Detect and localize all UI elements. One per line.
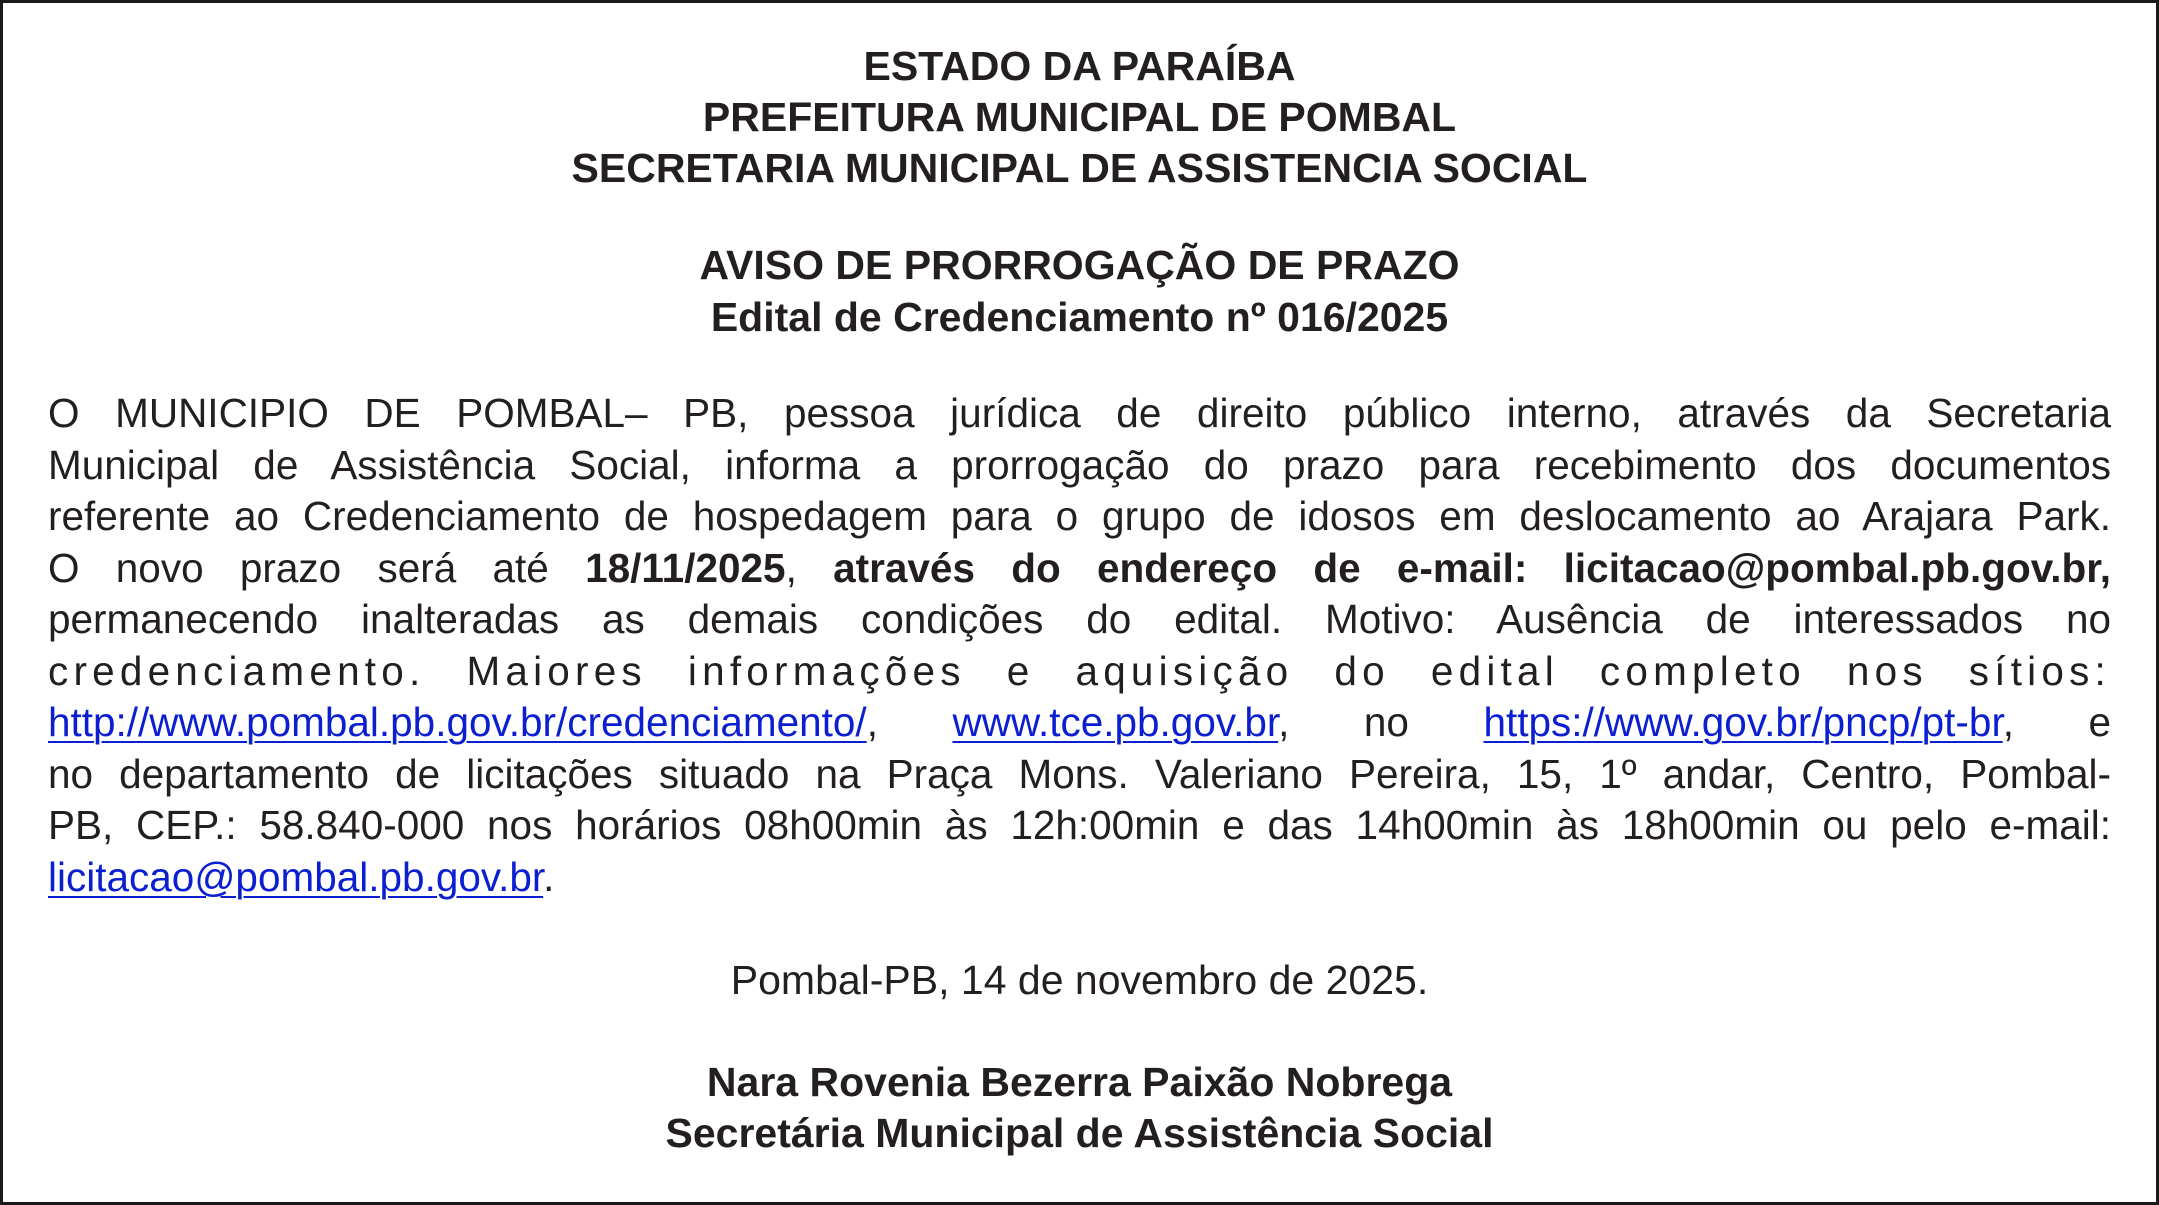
link-credenciamento[interactable]: http://www.pombal.pb.gov.br/credenciamento/ (48, 699, 867, 745)
body-line-1: O MUNICIPIO DE POMBAL– PB, pessoa jurídica de direito público interno, através da Secretaria (48, 390, 2111, 436)
link-email[interactable]: licitacao@pombal.pb.gov.br (48, 853, 544, 900)
body-line-2: Municipal de Assistência Social, informa a prorrogação do prazo para recebimento dos documentos (48, 441, 2111, 488)
body-line-3: referente ao Credenciamento de hospedagem para o grupo de idosos em deslocamento ao Arajara Park. (48, 493, 2111, 539)
body-line-4-sep: , (785, 544, 834, 591)
link-separator-1: , (866, 699, 953, 745)
place-date: Pombal-PB, 14 de novembro de 2025. (730, 957, 1429, 1003)
header-secretariat: SECRETARIA MUNICIPAL DE ASSISTENCIA SOCIAL (571, 145, 1588, 191)
link-pncp[interactable]: https://www.gov.br/pncp/pt-br (1483, 699, 2003, 745)
body-line-10 (48, 852, 2111, 904)
body-line-5: permanecendo inalteradas as demais condições do edital. Motivo: Ausência de interessados no (48, 596, 2111, 642)
signature-block (48, 1057, 2111, 1159)
link-separator-2: , no (1278, 699, 1484, 745)
link-tce[interactable]: www.tce.pb.gov.br (952, 699, 1279, 745)
link-separator-3: , e (2002, 699, 2111, 745)
signatory-role: Secretária Municipal de Assistência Social (665, 1110, 1494, 1156)
notice-subtitle: Edital de Credenciamento nº 016/2025 (710, 294, 1449, 340)
signatory-name: Nara Rovenia Bezerra Paixão Nobrega (706, 1059, 1453, 1105)
notice-title: AVISO DE PRORROGAÇÃO DE PRAZO (699, 242, 1460, 288)
body-line-4-prefix: O novo prazo será até (48, 544, 586, 591)
notice-body (48, 388, 2111, 903)
email-submission-text: através do endereço de e-mail: licitacao@pombal.pb.gov.br, (833, 544, 2111, 591)
body-end-period: . (543, 853, 555, 900)
body-line-4 (48, 543, 2111, 595)
body-line-6: credenciamento. Maiores informações e aquisição do edital completo nos sítios: (48, 647, 2111, 694)
notice-title-block (48, 239, 2111, 343)
new-deadline-date: 18/11/2025 (585, 544, 786, 591)
header-prefecture: PREFEITURA MUNICIPAL DE POMBAL (702, 94, 1457, 140)
document-header (48, 41, 2111, 194)
header-state: ESTADO DA PARAÍBA (863, 43, 1296, 89)
body-line-8: no departamento de licitações situado na Praça Mons. Valeriano Pereira, 15, 1º andar, Centro, Pombal- (48, 750, 2111, 797)
body-line-9: PB, CEP.: 58.840-000 nos horários 08h00min às 12h:00min e das 14h00min às 18h00min ou pelo e-mail: (48, 802, 2111, 848)
body-line-7 (48, 697, 2111, 749)
